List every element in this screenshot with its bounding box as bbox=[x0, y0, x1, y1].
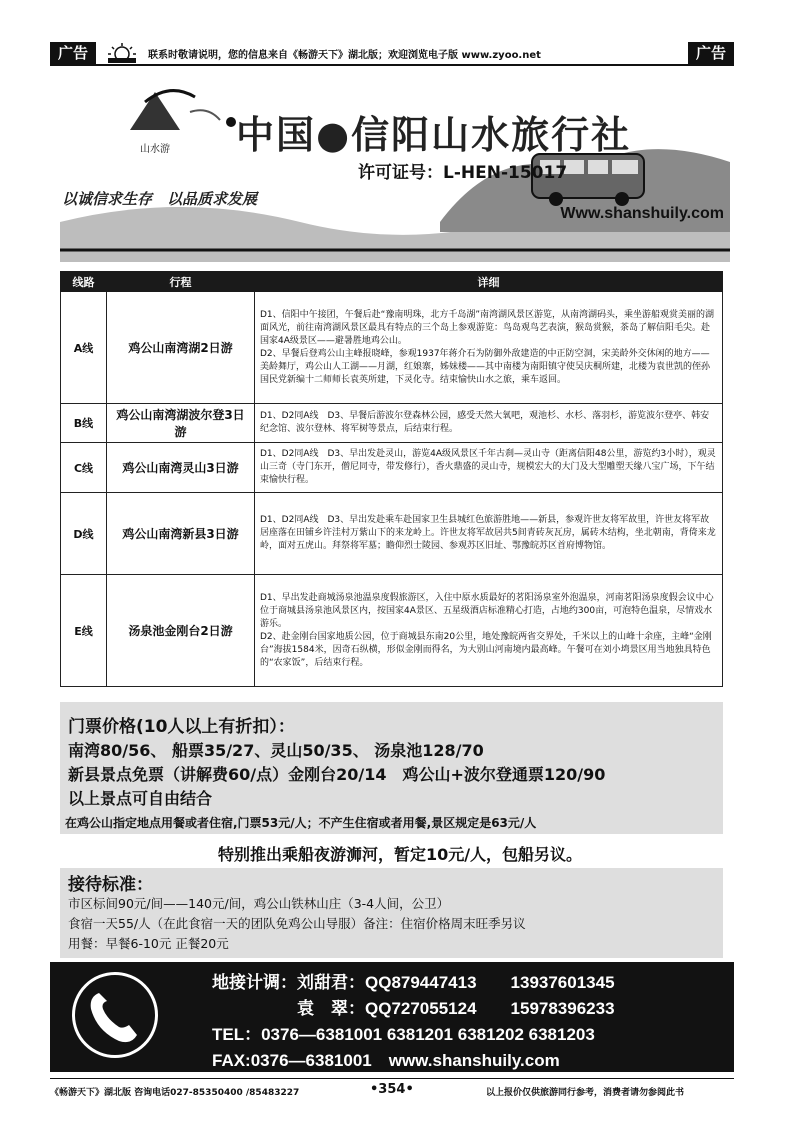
route-name: 鸡公山南湾灵山3日游 bbox=[107, 443, 255, 493]
slogan: 以诚信求生存 以品质求发展 bbox=[62, 190, 258, 208]
ad-label-right: 广告 bbox=[688, 42, 734, 64]
header-detail: 详细 bbox=[255, 272, 723, 292]
banner-website: Www.shanshuily.com bbox=[560, 205, 724, 222]
route-code: D线 bbox=[61, 493, 107, 575]
contact-line: 地接计调：刘甜君：QQ879447413 13937601345 bbox=[212, 973, 615, 992]
ticket-line: 新县景点免票（讲解费60/点）金刚台20/14 鸡公山+波尔登通票120/90 bbox=[68, 765, 606, 784]
ad-label-left: 广告 bbox=[50, 42, 96, 64]
table-row bbox=[61, 493, 723, 575]
route-code: B线 bbox=[61, 404, 107, 443]
ticket-prices bbox=[60, 702, 723, 834]
route-detail: D1、D2同A线 D3、早餐后游波尔登森林公园，感受天然大氧吧，观池杉、水杉、落羽杉，游览波尔登亭、韩安纪念馆、波尔登林、将军树等景点，后结束行程。 bbox=[255, 404, 723, 443]
footer-left: 《畅游天下》湖北版 咨询电话027-85350400 /85483227 bbox=[50, 1088, 300, 1098]
table-row bbox=[61, 404, 723, 443]
night-tour-offer: 特别推出乘船夜游浉河，暂定10元/人，包船另议。 bbox=[217, 845, 583, 864]
magazine-logo-icon bbox=[102, 42, 142, 64]
page-number: •354• bbox=[370, 1082, 414, 1097]
route-code: C线 bbox=[61, 443, 107, 493]
standards-title: 接待标准： bbox=[68, 875, 153, 895]
route-name: 鸡公山南湾湖波尔登3日游 bbox=[107, 404, 255, 443]
contact-line: FAX:0376—6381001 www.shanshuily.com bbox=[212, 1051, 560, 1070]
route-detail: D1、信阳中午接团，午餐后赴“豫南明珠，北方千岛湖”南湾湖风景区游览，从南湾湖码头，乘坐游船观赏美丽的湖面风光，前往南湾湖风景区最具有特点的三个岛上参观游览：鸟岛观鸟艺表演，猴岛赏猴，茶岛了解信阳毛尖。赴国家4A级景区——避暑胜地鸡公山。 D2、早餐后登鸡公山主峰报晓峰，参观1937年蒋介石为防御外敌建造的中正防空洞，宋美龄外交休闲的地方——美龄舞厅，鸡公山人工湖——月湖，红娘寨，姊妹楼——其中南楼为南阳镇守使吴庆桐所建，北楼为袁世凯的侄孙国民党新编十二师师长袁英所建，下灵化寺。结束愉快山水之旅，乘车返回。 bbox=[255, 292, 723, 404]
reception-standards bbox=[60, 868, 723, 958]
header-trip: 行程 bbox=[107, 272, 255, 292]
top-divider bbox=[50, 64, 734, 66]
table-row bbox=[61, 575, 723, 687]
contact-line: 袁 翠：QQ727055124 15978396233 bbox=[212, 999, 615, 1018]
route-detail: D1、D2同A线 D3、早出发赴灵山，游览4A级风景区千年古刹—灵山寺（距离信阳48公里，游览约3小时），观灵山三奇（寺门东开，僧尼同寺，带发修行），香火鼎盛的灵山寺，规模宏大的大门及大型雕塑天缘八宝广场，下午结束愉快行程。 bbox=[255, 443, 723, 493]
logo-caption: 山水游 bbox=[140, 144, 170, 155]
contact-note: 联系时敬请说明，您的信息来自《畅游天下》湖北版；欢迎浏览电子版 www.zyoo.net bbox=[148, 50, 541, 61]
header-line: 线路 bbox=[61, 272, 107, 292]
contact-line: TEL：0376—6381001 6381201 6381202 6381203 bbox=[212, 1025, 595, 1044]
route-name: 鸡公山南湾新县3日游 bbox=[107, 493, 255, 575]
route-code: A线 bbox=[61, 292, 107, 404]
routes-table bbox=[60, 271, 723, 687]
standards-line: 用餐：早餐6-10元 正餐20元 bbox=[68, 936, 229, 951]
route-name: 汤泉池金刚台2日游 bbox=[107, 575, 255, 687]
phone-icon bbox=[72, 972, 158, 1058]
standards-line: 食宿一天55/人（在此食宿一天的团队免鸡公山导服）备注：住宿价格周末旺季另议 bbox=[68, 916, 526, 931]
route-code: E线 bbox=[61, 575, 107, 687]
table-row bbox=[61, 443, 723, 493]
top-bar bbox=[50, 42, 734, 64]
ticket-line: 以上景点可自由结合 bbox=[68, 789, 213, 808]
contact-panel bbox=[50, 962, 734, 1072]
ticket-title: 门票价格(10人以上有折扣）： bbox=[68, 717, 295, 737]
route-detail: D1、早出发赴商城汤泉池温泉度假旅游区，入住中原水质最好的茗阳汤泉室外泡温泉，河南茗阳汤泉度假会议中心位于商城县汤泉池风景区内，按国家4A景区、五星级酒店标准精心打造，占地约300亩，可泡特色温泉，尽情戏水游乐。 D2、赴金刚台国家地质公园，位于商城县东南20公里，地处豫皖两省交界处，千米以上的山峰十余座，主峰“金刚台”海拔1584米，因奇石纵横，形似金刚而得名，为大别山河南境内最高峰。午餐可在刘小塆景区用当地独具特色的“农家饭”，后结束行程。 bbox=[255, 575, 723, 687]
table-row bbox=[61, 292, 723, 404]
agency-banner bbox=[60, 72, 730, 262]
ticket-line: 南湾80/56、 船票35/27、灵山50/35、 汤泉池128/70 bbox=[68, 741, 484, 760]
license-number: 许可证号：L-HEN-15017 bbox=[358, 163, 568, 183]
meal-note: 在鸡公山指定地点用餐或者住宿,门票53元/人；不产生住宿或者用餐,景区规定是63元/人 bbox=[65, 816, 537, 830]
route-name: 鸡公山南湾湖2日游 bbox=[107, 292, 255, 404]
route-detail: D1、D2同A线 D3、早出发赴乘车赴国家卫生县城红色旅游胜地——新县，参观许世友将军故里，许世友将军故居座落在田铺乡许洼村万紫山下的来龙岭上。许世友将军故居共5间青砖灰瓦房，属砖木结构，坐北朝南，背倚来龙岭，面对五虎山。拜祭将军墓；瞻仰烈士陵园、参观苏区旧址、鄂豫皖苏区首府博物馆。 bbox=[255, 493, 723, 575]
footer-divider bbox=[50, 1078, 734, 1079]
standards-line: 市区标间90元/间——140元/间，鸡公山铁林山庄（3-4人间，公卫） bbox=[68, 896, 450, 911]
footer-right: 以上报价仅供旅游同行参考，消费者请勿参阅此书 bbox=[486, 1088, 685, 1098]
table-header-row bbox=[61, 272, 723, 292]
agency-name: 中国●信阳山水旅行社 bbox=[236, 112, 632, 157]
